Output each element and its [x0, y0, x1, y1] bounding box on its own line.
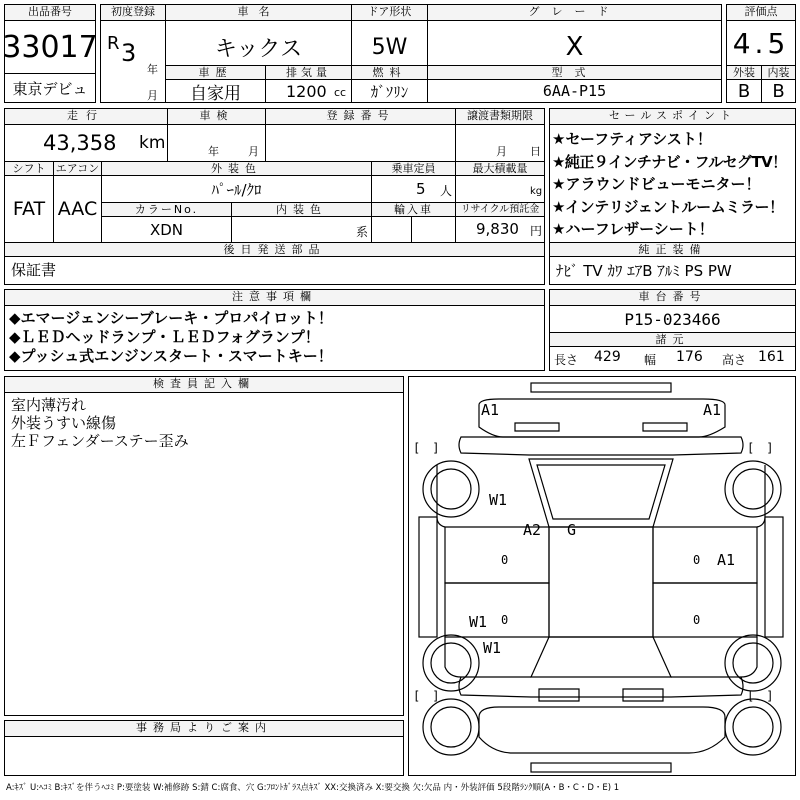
mark-right-rear-zero: 0 — [693, 613, 701, 627]
history: 自家用 — [165, 80, 265, 102]
exterior-grade: B — [737, 80, 751, 102]
mark-left-rear-1: W1 — [469, 613, 488, 631]
mark-right-zero: 0 — [693, 553, 701, 567]
car-name: キックス — [165, 21, 351, 73]
color-label: 外装色 — [101, 161, 371, 176]
main-header-box — [100, 4, 722, 103]
displacement-cell — [265, 80, 351, 102]
mark-left-front: W1 — [489, 491, 508, 509]
mark-right-mid: A1 — [717, 551, 736, 569]
inspector-line: 外装うすい線傷 — [11, 414, 117, 432]
office-label: 事務局よりご案内 — [5, 721, 403, 737]
ac: AAC — [53, 176, 101, 242]
note-line: ◆エマージェンシーブレーキ・プロパイロット！ — [9, 309, 333, 327]
inspector-line: 室内薄汚れ — [11, 396, 87, 414]
mark-front-right: A1 — [703, 401, 722, 419]
spec-label: 諸元 — [550, 332, 795, 347]
legend: A:ｷｽﾞ U:ﾍｺﾐ B:ｷｽﾞを伴うﾍｺﾐ P:要塗装 W:補修跡 S:錆 C:腐食、穴 G:ﾌﾛﾝﾄｶﾞﾗｽ点ｷｽﾞ XX:交換済み X:要交換 欠:欠品 内・外装評価 5段階ﾗﾝｸ順(A・B・C・D・E) 1 — [6, 783, 620, 793]
recycle-cell — [455, 217, 544, 242]
sales-label: セールスポイント — [550, 109, 795, 125]
length-label: 長さ — [554, 353, 579, 367]
door-label: ドア形状 — [351, 5, 427, 21]
later-label: 後日発送部品 — [5, 242, 544, 257]
exterior-color: ﾊﾟｰﾙ/ｸﾛ — [101, 176, 371, 202]
sales-box — [549, 108, 796, 285]
first-reg-label: 初度登録 — [101, 5, 165, 21]
sales-point: ★純正９インチナビ・フルセグTV！ — [552, 152, 787, 171]
score-label: 評価点 — [727, 5, 795, 21]
mileage-label: 走行 — [5, 109, 167, 125]
sales-point: ★ハーフレザーシート！ — [552, 220, 714, 238]
intcolor-label: 内装色 — [231, 202, 371, 217]
bracket-left-1: [ ] — [413, 441, 440, 455]
score: 4.5 — [732, 26, 790, 60]
bracket-left-2: [ ] — [413, 689, 440, 703]
color-no: XDN — [101, 217, 231, 242]
inspection-label: 車検 — [167, 109, 265, 125]
displacement: 1200 — [286, 82, 327, 101]
history-label: 車歴 — [165, 65, 265, 80]
recycle-unit: 円 — [530, 224, 543, 238]
interior-grade: B — [761, 80, 795, 102]
inspector-box — [4, 376, 404, 716]
notes-lines — [9, 309, 333, 366]
mark-left-mid: 0 — [501, 553, 509, 567]
inspector-label: 検査員記入欄 — [5, 377, 403, 393]
displacement-unit: cc — [334, 86, 347, 99]
mark-left-rear-2: W1 — [483, 639, 502, 657]
equipment-label: 純正装備 — [550, 242, 795, 257]
intcolor-unit: 系 — [356, 225, 369, 239]
notes-box — [4, 289, 545, 371]
recycle-label: リサイクル預託金 — [455, 202, 544, 217]
grade: X — [427, 21, 721, 73]
capacity-unit: 人 — [440, 184, 453, 198]
mark-front-left: A1 — [481, 401, 500, 419]
chassis-number: P15-023466 — [624, 309, 721, 329]
car-name-label: 車名 — [165, 5, 351, 21]
load-cell — [455, 176, 544, 202]
mileage: 43,358 — [43, 131, 117, 155]
capacity-cell — [371, 176, 455, 202]
mileage-cell — [5, 125, 167, 161]
import-label: 輸入車 — [371, 202, 455, 217]
load-label: 最大積載量 — [455, 161, 544, 176]
car-outline-svg — [409, 377, 795, 775]
score-box — [726, 4, 796, 103]
bracket-right-1: [ ] — [747, 441, 774, 455]
transfer-label: 譲渡書類期限 — [455, 109, 544, 125]
dimensions — [550, 347, 795, 370]
shift-label: シフト — [5, 161, 53, 176]
notes-label: 注意事項欄 — [5, 290, 544, 306]
transfer-day-unit: 日 — [530, 145, 541, 158]
insp-year-unit: 年 — [208, 145, 219, 158]
mark-center-a: A2 — [523, 521, 542, 539]
reg-year-unit: 年 — [147, 63, 158, 76]
ac-label: エアコン — [53, 161, 101, 176]
length: 429 — [594, 349, 621, 365]
note-line: ◆ＬＥＤヘッドランプ・ＬＥＤフォグランプ！ — [9, 328, 320, 346]
office-box — [4, 720, 404, 776]
lot-box — [4, 4, 96, 103]
fuel-label: 燃料 — [351, 65, 427, 80]
capacity: 5 — [416, 180, 426, 198]
door-type: 5W — [351, 21, 427, 73]
inspection-cell — [167, 125, 265, 161]
model-code: 6AA-P15 — [427, 80, 721, 102]
exterior-label: 外装 — [727, 65, 761, 80]
debut-badge: 東京デビュ — [5, 73, 95, 102]
sales-point: ★アラウンドビューモニター！ — [552, 175, 761, 193]
lot-number: 33017 — [2, 29, 98, 65]
lot-label: 出品番号 — [5, 5, 95, 21]
reg-year: 3 — [121, 39, 137, 67]
sales-point: ★インテリジェントルームミラー！ — [552, 197, 784, 216]
height-label: 高さ — [722, 353, 747, 367]
transfer-month-unit: 月 — [496, 145, 507, 158]
width: 176 — [676, 349, 703, 365]
intcolor-cell — [231, 217, 371, 242]
transfer-cell — [455, 125, 544, 161]
import-cell-b — [411, 217, 455, 242]
displacement-label: 排気量 — [265, 65, 351, 80]
inspector-lines — [11, 396, 189, 450]
grade-label: グレード — [427, 5, 721, 21]
model-label: 型式 — [427, 65, 721, 80]
regno-label: 登録番号 — [265, 109, 455, 125]
regno-cell — [265, 125, 455, 161]
recycle-amount: 9,830 — [476, 220, 519, 238]
interior-label: 内装 — [761, 65, 795, 80]
note-line: ◆プッシュ式エンジンスタート・スマートキー！ — [9, 347, 333, 365]
load-unit: kg — [530, 186, 543, 197]
chassis-box — [549, 289, 796, 371]
mark-rear-zero: 0 — [501, 613, 509, 627]
colorno-label: カラーNo. — [101, 202, 231, 217]
height: 161 — [758, 349, 785, 365]
insp-month-unit: 月 — [248, 145, 259, 158]
bracket-right-2: [ ] — [747, 689, 774, 703]
mark-center-g: G — [567, 521, 577, 539]
import-cell-a — [371, 217, 411, 242]
chassis-label: 車台番号 — [550, 290, 795, 306]
details-box — [4, 108, 545, 285]
width-label: 幅 — [644, 353, 657, 367]
capacity-label: 乗車定員 — [371, 161, 455, 176]
sales-point: ★セーフティアシスト！ — [552, 130, 712, 148]
car-diagram — [408, 376, 796, 776]
sales-points — [552, 128, 787, 241]
mileage-unit: km — [139, 133, 166, 153]
fuel: ｶﾞｿﾘﾝ — [351, 80, 427, 102]
inspector-line: 左Ｆフェンダーステー歪み — [11, 432, 189, 450]
equipment: ﾅﾋﾞ TV ｶﾜ ｴｱB ｱﾙﾐ PS PW — [556, 262, 732, 280]
shift: FAT — [12, 198, 46, 220]
later-parts: 保証書 — [11, 261, 57, 279]
reg-month-unit: 月 — [147, 89, 158, 102]
era: R — [107, 33, 120, 54]
